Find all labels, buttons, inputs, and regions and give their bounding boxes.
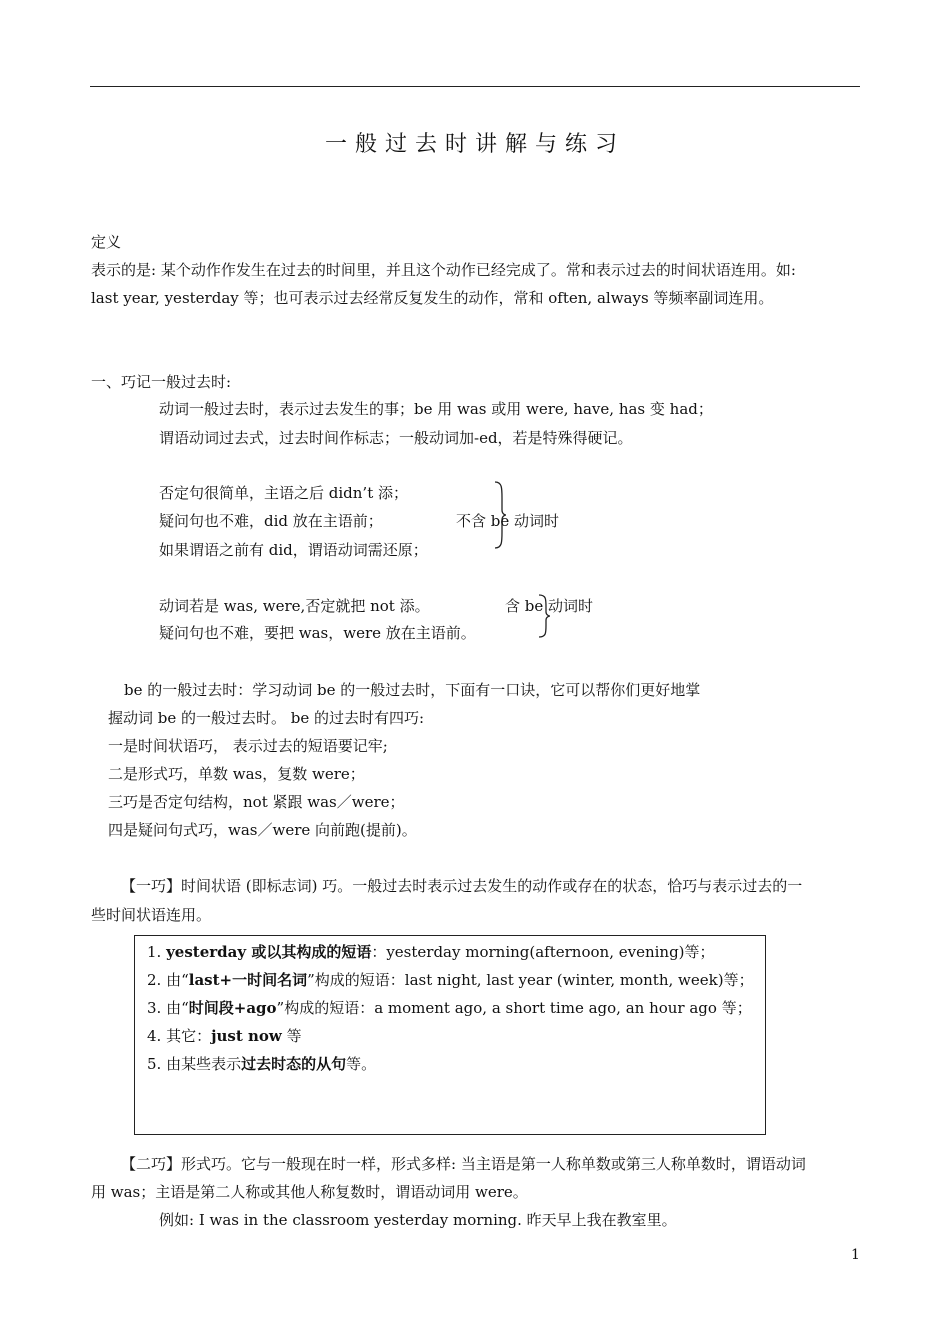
be-rule-2: 疑问句也不难，要把 was，were 放在主语前。 [159, 624, 476, 642]
with-be-verb-label: 含 be 动词时 [505, 597, 594, 615]
negative-rule-1: 否定句很简单，主语之后 didn’t 添； [159, 484, 408, 502]
box-item-5: 5. 由某些表示过去时态的从句等。 [147, 1055, 377, 1073]
qiao1-line-2: 些时间状语连用。 [91, 906, 212, 924]
box-item-2: 2. 由“last+一时间名词”构成的短语：last night, last year (winter, month, week)等； [147, 971, 754, 989]
negative-rule-3: 如果谓语之前有 did，谓语动词需还原； [159, 541, 428, 559]
qiao2-line-2: 用 was；主语是第二人称或其他人称复数时，谓语动词用 were。 [91, 1183, 528, 1201]
time-adverbial-box [134, 935, 766, 1135]
be-tip-4: 四是疑问句式巧，was／were 向前跑(提前)。 [108, 821, 417, 839]
rhyme-line-1: 动词一般过去时，表示过去发生的事；be 用 was 或用 were, have, has 变 had； [159, 400, 713, 418]
definition-line-2: last year, yesterday 等；也可表示过去经常反复发生的动作，常和 often, always 等频率副词连用。 [91, 289, 774, 307]
definition-line-1: 表示的是: 某个动作作发生在过去的时间里，并且这个动作已经完成了。常和表示过去的时间状语连用。如: [91, 261, 796, 279]
be-tip-1: 一是时间状语巧， 表示过去的短语要记牢; [108, 737, 388, 755]
be-intro-line-2: 握动词 be 的一般过去时。 be 的过去时有四巧: [108, 709, 425, 727]
be-tip-3: 三巧是否定句结构，not 紧跟 was／were； [108, 793, 405, 811]
definition-heading: 定义 [91, 233, 122, 251]
be-intro-line-1: be 的一般过去时：学习动词 be 的一般过去时，下面有一口诀，它可以帮你们更好地掌 [124, 681, 701, 699]
box-item-4: 4. 其它：just now 等 [147, 1027, 302, 1045]
box-item-1: 1. yesterday 或以其构成的短语：yesterday morning(afternoon, evening)等； [147, 943, 715, 961]
be-rule-1: 动词若是 was, were,否定就把 not 添。 [159, 597, 430, 615]
no-be-verb-label: 不含 be 动词时 [456, 512, 560, 530]
rhyme-line-2: 谓语动词过去式，过去时间作标志；一般动词加-ed，若是特殊得硬记。 [159, 429, 633, 447]
negative-rule-2: 疑问句也不难，did 放在主语前； [159, 512, 383, 530]
section-1-heading: 一、巧记一般过去时: [91, 373, 232, 391]
box-item-3: 3. 由“时间段+ago”构成的短语：a moment ago, a short time ago, an hour ago 等； [147, 999, 752, 1017]
be-tip-2: 二是形式巧，单数 was，复数 were； [108, 765, 365, 783]
header-rule [90, 86, 860, 87]
page-title: 一般过去时讲解与练习 [324, 132, 625, 157]
qiao1-line-1: 【一巧】时间状语 (即标志词) 巧。一般过去时表示过去发生的动作或存在的状态，恰巧与表示过去的一 [121, 877, 803, 895]
qiao2-line-1: 【二巧】形式巧。它与一般现在时一样，形式多样: 当主语是第一人称单数或第三人称单数时，谓语动词 [121, 1155, 806, 1173]
page-number: 1 [851, 1247, 860, 1263]
example-sentence: 例如: I was in the classroom yesterday morning. 昨天早上我在教室里。 [159, 1211, 677, 1229]
